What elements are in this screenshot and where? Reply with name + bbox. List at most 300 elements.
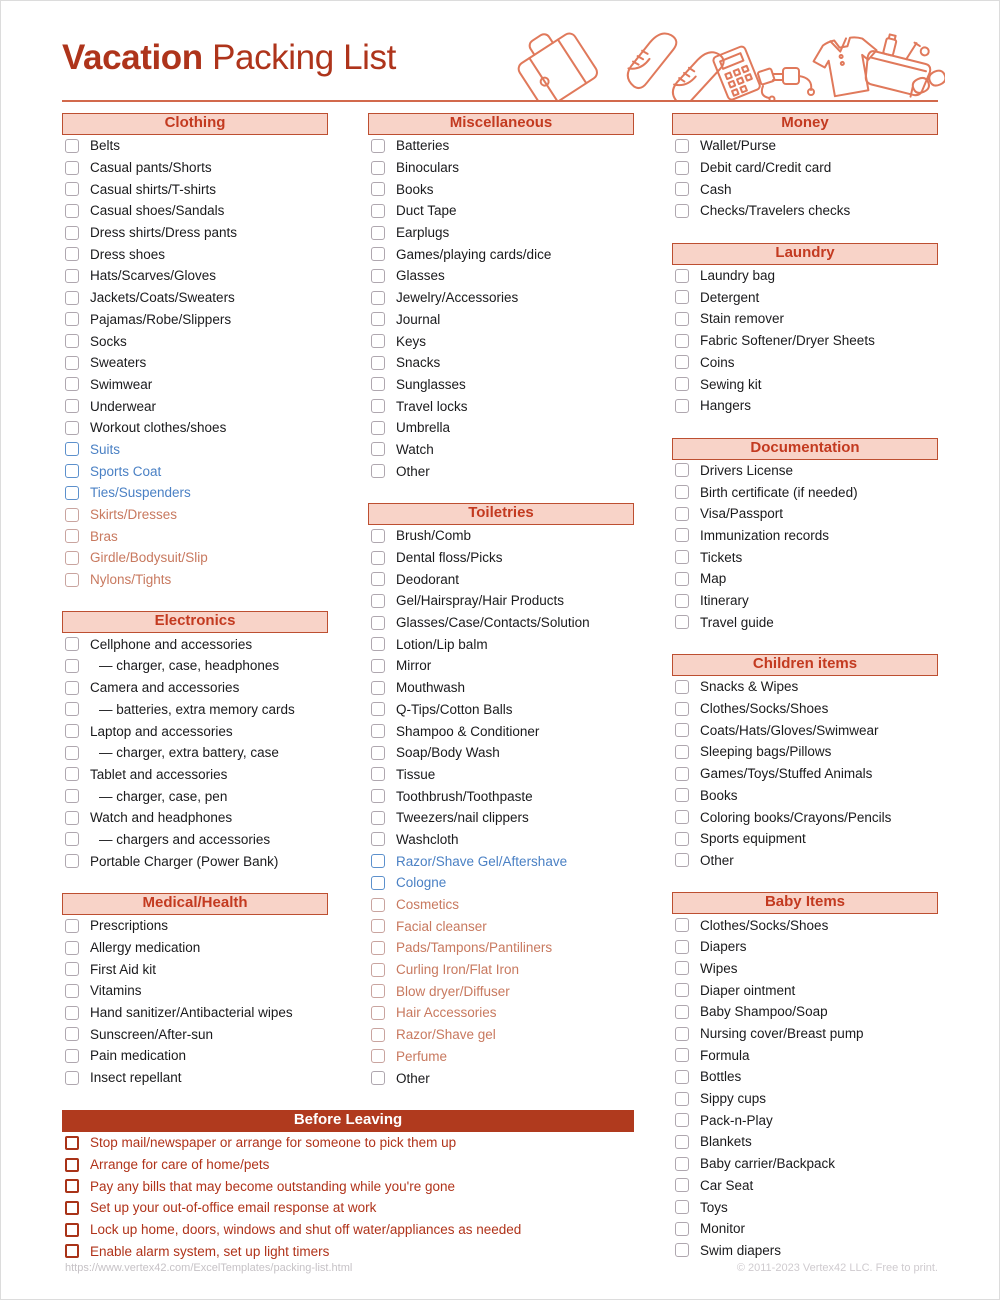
item-label: — chargers and accessories: [99, 831, 271, 847]
checklist-item: [368, 1046, 634, 1068]
item-label: Snacks: [396, 355, 441, 371]
checkbox[interactable]: [371, 421, 385, 435]
checkbox[interactable]: [675, 1157, 689, 1171]
item-label: Brush/Comb: [396, 528, 472, 544]
checkbox[interactable]: [371, 702, 385, 716]
item-label: Deodorant: [396, 571, 460, 587]
header-divider: [62, 100, 938, 102]
item-label: Earplugs: [396, 225, 450, 241]
checklist-item: [672, 373, 938, 395]
checklist-item: [62, 395, 328, 417]
checkbox[interactable]: [675, 399, 689, 413]
checkbox[interactable]: [65, 247, 79, 261]
checklist-item: [368, 417, 634, 439]
checkbox[interactable]: [675, 615, 689, 629]
section-baby-items: [672, 892, 938, 1261]
checkbox[interactable]: [65, 464, 79, 478]
checkbox[interactable]: [675, 723, 689, 737]
checklist-item: [62, 135, 328, 157]
checklist-item: [368, 243, 634, 265]
checklist-item: [672, 785, 938, 807]
checklist-item: [672, 741, 938, 763]
checklist-item: [62, 330, 328, 352]
checkbox[interactable]: [371, 1028, 385, 1042]
item-label: Razor/Shave gel: [396, 1027, 496, 1043]
checkbox[interactable]: [65, 139, 79, 153]
checklist-item: [368, 915, 634, 937]
checklist-item: [62, 352, 328, 374]
checkbox[interactable]: [675, 507, 689, 521]
checkbox[interactable]: [371, 637, 385, 651]
item-label: Curling Iron/Flat Iron: [396, 962, 520, 978]
item-label: Pay any bills that may become outstanding while you're gone: [90, 1178, 456, 1194]
item-label: Wipes: [700, 960, 738, 976]
checkbox[interactable]: [371, 356, 385, 370]
checklist-item: [672, 590, 938, 612]
checkbox[interactable]: [371, 659, 385, 673]
item-label: Pain medication: [90, 1048, 187, 1064]
footer-url: https://www.vertex42.com/ExcelTemplates/packing-list.html: [65, 1262, 353, 1274]
checkbox[interactable]: [675, 269, 689, 283]
checklist-item: [62, 1132, 634, 1154]
checkbox[interactable]: [371, 377, 385, 391]
checklist-item: [672, 1066, 938, 1088]
checkbox[interactable]: [65, 941, 79, 955]
checkbox[interactable]: [371, 1071, 385, 1085]
checklist-item: [368, 178, 634, 200]
checklist-item: [62, 460, 328, 482]
item-label: Other: [396, 1070, 430, 1086]
section-title-medical-health: Medical/Health: [62, 893, 328, 915]
checkbox[interactable]: [65, 637, 79, 651]
checklist-item: [368, 872, 634, 894]
section-children-items: [672, 654, 938, 871]
checklist-item: [672, 850, 938, 872]
section-before-leaving: [62, 1110, 634, 1262]
item-label: Games/Toys/Stuffed Animals: [700, 766, 873, 782]
checkbox[interactable]: [675, 355, 689, 369]
checkbox[interactable]: [675, 290, 689, 304]
section-title-miscellaneous: Miscellaneous: [368, 113, 634, 135]
item-label: Vitamins: [90, 983, 142, 999]
checkbox[interactable]: [65, 919, 79, 933]
item-label: Stain remover: [700, 311, 785, 327]
checkbox[interactable]: [675, 1222, 689, 1236]
checklist-item: [62, 764, 328, 786]
checkbox[interactable]: [675, 1178, 689, 1192]
travel-items-illustration: [505, 22, 945, 102]
item-label: Tickets: [700, 549, 743, 565]
item-label: Clothes/Socks/Shoes: [700, 701, 829, 717]
checklist-item: [368, 699, 634, 721]
checkbox[interactable]: [675, 745, 689, 759]
checkbox[interactable]: [65, 984, 79, 998]
checkbox[interactable]: [371, 334, 385, 348]
checkbox[interactable]: [65, 377, 79, 391]
checkbox[interactable]: [675, 139, 689, 153]
checklist-item: [62, 980, 328, 1002]
checkbox[interactable]: [371, 312, 385, 326]
item-label: Portable Charger (Power Bank): [90, 853, 279, 869]
checkbox[interactable]: [675, 204, 689, 218]
checklist-item: [672, 698, 938, 720]
item-label: Set up your out-of-office email response at work: [90, 1200, 377, 1216]
checkbox[interactable]: [675, 1200, 689, 1214]
checkbox[interactable]: [65, 573, 79, 587]
checkbox[interactable]: [675, 1243, 689, 1257]
checkbox[interactable]: [371, 464, 385, 478]
checkbox[interactable]: [65, 1158, 79, 1172]
item-label: Skirts/Dresses: [90, 507, 178, 523]
checklist-item: [672, 200, 938, 222]
checkbox[interactable]: [65, 1071, 79, 1085]
checkbox[interactable]: [65, 832, 79, 846]
checkbox[interactable]: [675, 832, 689, 846]
item-label: Tissue: [396, 766, 436, 782]
item-label: Hand sanitizer/Antibacterial wipes: [90, 1005, 293, 1021]
checkbox[interactable]: [371, 616, 385, 630]
checkbox[interactable]: [675, 312, 689, 326]
checkbox[interactable]: [371, 941, 385, 955]
checkbox[interactable]: [65, 962, 79, 976]
checkbox[interactable]: [675, 983, 689, 997]
checkbox[interactable]: [675, 463, 689, 477]
checkbox[interactable]: [371, 963, 385, 977]
checkbox[interactable]: [675, 853, 689, 867]
checklist-item: [62, 482, 328, 504]
section-money: [672, 113, 938, 222]
sneaker-icon: [619, 28, 685, 91]
section-title-toiletries: Toiletries: [368, 503, 634, 525]
checklist-item: [368, 633, 634, 655]
checkbox[interactable]: [371, 226, 385, 240]
item-label: Prescriptions: [90, 918, 169, 934]
item-label: Q-Tips/Cotton Balls: [396, 701, 513, 717]
checkbox[interactable]: [675, 810, 689, 824]
section-title-electronics: Electronics: [62, 611, 328, 633]
checklist-item: [62, 178, 328, 200]
checkbox[interactable]: [371, 161, 385, 175]
checkbox[interactable]: [371, 984, 385, 998]
checklist-item: [368, 309, 634, 331]
checklist-item: [672, 676, 938, 698]
checkbox[interactable]: [371, 139, 385, 153]
checkbox[interactable]: [675, 1113, 689, 1127]
column-left: [62, 113, 328, 1110]
item-label: Blow dryer/Diffuser: [396, 983, 510, 999]
item-label: Allergy medication: [90, 940, 201, 956]
checkbox[interactable]: [371, 572, 385, 586]
checkbox[interactable]: [65, 161, 79, 175]
title-packing-list: Packing List: [202, 38, 396, 77]
checkbox[interactable]: [675, 788, 689, 802]
checkbox[interactable]: [65, 1244, 79, 1258]
item-label: — charger, case, pen: [99, 788, 228, 804]
checklist-item: [62, 958, 328, 980]
item-label: Keys: [396, 333, 427, 349]
checkbox[interactable]: [65, 1223, 79, 1237]
checklist-item: [368, 460, 634, 482]
checklist-item: [368, 1002, 634, 1024]
item-label: Coins: [700, 354, 735, 370]
checkbox[interactable]: [65, 746, 79, 760]
checklist-item: [672, 568, 938, 590]
item-label: Toothbrush/Toothpaste: [396, 788, 533, 804]
item-label: Umbrella: [396, 420, 451, 436]
item-label: Sunglasses: [396, 376, 466, 392]
item-label: First Aid kit: [90, 961, 157, 977]
checkbox[interactable]: [65, 182, 79, 196]
column-middle: [368, 113, 634, 1110]
checkbox[interactable]: [371, 269, 385, 283]
checkbox[interactable]: [371, 204, 385, 218]
checklist-item: [62, 699, 328, 721]
checklist-item: [62, 569, 328, 591]
checklist-item: [672, 503, 938, 525]
checkbox[interactable]: [65, 1136, 79, 1150]
page-title: [62, 38, 396, 78]
checkbox[interactable]: [675, 1092, 689, 1106]
checklist-item: [368, 1024, 634, 1046]
checkbox[interactable]: [371, 746, 385, 760]
checkbox[interactable]: [371, 919, 385, 933]
checklist-item: [62, 157, 328, 179]
checkbox[interactable]: [371, 811, 385, 825]
checkbox[interactable]: [675, 528, 689, 542]
section-clothing: [62, 113, 328, 590]
item-label: Sunscreen/After-sun: [90, 1026, 214, 1042]
toiletry-bag-icon: [861, 31, 936, 98]
item-label: Cosmetics: [396, 897, 460, 913]
checkbox[interactable]: [65, 1006, 79, 1020]
checkbox[interactable]: [65, 1027, 79, 1041]
checklist-item: [368, 980, 634, 1002]
section-medical-health: [62, 893, 328, 1089]
checkbox[interactable]: [65, 226, 79, 240]
item-label: Snacks & Wipes: [700, 679, 799, 695]
item-label: Gel/Hairspray/Hair Products: [396, 593, 565, 609]
footer-copyright: © 2011-2023 Vertex42 LLC. Free to print.: [736, 1262, 938, 1274]
checklist-item: [62, 1197, 634, 1219]
checklist-item: [672, 157, 938, 179]
checkbox[interactable]: [371, 182, 385, 196]
item-label: Lock up home, doors, windows and shut off water/appliances as needed: [90, 1222, 522, 1238]
item-label: — charger, case, headphones: [99, 658, 280, 674]
item-label: Watch: [396, 441, 434, 457]
checkbox[interactable]: [675, 1027, 689, 1041]
item-label: Hangers: [700, 398, 752, 414]
checkbox[interactable]: [371, 399, 385, 413]
checkbox[interactable]: [371, 767, 385, 781]
checkbox[interactable]: [371, 1006, 385, 1020]
checkbox[interactable]: [65, 811, 79, 825]
checkbox[interactable]: [65, 442, 79, 456]
item-label: Visa/Passport: [700, 506, 784, 522]
section-laundry: [672, 243, 938, 417]
before-leaving-container: [62, 1110, 634, 1262]
item-label: Clothes/Socks/Shoes: [700, 917, 829, 933]
checkbox[interactable]: [675, 680, 689, 694]
checkbox[interactable]: [675, 918, 689, 932]
checkbox[interactable]: [675, 1048, 689, 1062]
checklist-item: [62, 547, 328, 569]
checklist-item: [62, 287, 328, 309]
checkbox[interactable]: [371, 291, 385, 305]
suitcase-icon: [509, 22, 600, 102]
section-title-laundry: Laundry: [672, 243, 938, 265]
checkbox[interactable]: [65, 1179, 79, 1193]
checklist-item: [672, 806, 938, 828]
item-label: Coloring books/Crayons/Pencils: [700, 809, 892, 825]
checkbox[interactable]: [65, 551, 79, 565]
section-title-before-leaving: Before Leaving: [62, 1110, 634, 1132]
checkbox[interactable]: [675, 702, 689, 716]
checkbox[interactable]: [675, 594, 689, 608]
checklist-item: [368, 374, 634, 396]
checklist-item: [62, 937, 328, 959]
checkbox[interactable]: [371, 529, 385, 543]
item-label: Drivers License: [700, 462, 794, 478]
checkbox[interactable]: [65, 1201, 79, 1215]
item-label: Nursing cover/Breast pump: [700, 1026, 864, 1042]
checklist-item: [368, 720, 634, 742]
checkbox[interactable]: [65, 291, 79, 305]
checklist-item: [672, 460, 938, 482]
checklist-item: [672, 958, 938, 980]
checkbox[interactable]: [65, 659, 79, 673]
checkbox[interactable]: [675, 1135, 689, 1149]
checklist-item: [62, 742, 328, 764]
checkbox[interactable]: [675, 572, 689, 586]
checkbox[interactable]: [371, 789, 385, 803]
checkbox[interactable]: [371, 551, 385, 565]
checkbox[interactable]: [65, 356, 79, 370]
checklist-item: [368, 850, 634, 872]
checklist-item: [62, 417, 328, 439]
checkbox[interactable]: [675, 377, 689, 391]
checklist-item: [672, 1023, 938, 1045]
item-label: Baby Shampoo/Soap: [700, 1004, 828, 1020]
checklist-item: [368, 352, 634, 374]
item-label: Birth certificate (if needed): [700, 484, 858, 500]
item-label: Glasses: [396, 268, 445, 284]
checkbox[interactable]: [675, 940, 689, 954]
checkbox[interactable]: [65, 399, 79, 413]
checkbox[interactable]: [675, 161, 689, 175]
checkbox[interactable]: [65, 312, 79, 326]
item-label: Toys: [700, 1199, 728, 1215]
checkbox[interactable]: [371, 832, 385, 846]
item-label: Glasses/Case/Contacts/Solution: [396, 615, 590, 631]
checklist-item: [368, 157, 634, 179]
checkbox[interactable]: [675, 961, 689, 975]
checklist-item: [62, 633, 328, 655]
checklist-item: [62, 829, 328, 851]
checkbox[interactable]: [371, 1049, 385, 1063]
checkbox[interactable]: [371, 681, 385, 695]
checkbox[interactable]: [65, 724, 79, 738]
checkbox[interactable]: [65, 789, 79, 803]
checkbox[interactable]: [675, 1070, 689, 1084]
checkbox[interactable]: [675, 182, 689, 196]
checkbox[interactable]: [675, 485, 689, 499]
checklist-item: [62, 1154, 634, 1176]
checkbox[interactable]: [371, 442, 385, 456]
item-label: Bottles: [700, 1069, 742, 1085]
checkbox[interactable]: [65, 702, 79, 716]
checklist-item: [672, 1001, 938, 1023]
checkbox[interactable]: [675, 550, 689, 564]
item-label: Enable alarm system, set up light timers: [90, 1243, 330, 1259]
checklist-item: [368, 200, 634, 222]
checkbox[interactable]: [65, 334, 79, 348]
checkbox[interactable]: [371, 876, 385, 890]
item-label: Dress shoes: [90, 246, 166, 262]
checklist-item: [672, 178, 938, 200]
checkbox[interactable]: [371, 898, 385, 912]
shirt-icon: [811, 34, 884, 99]
item-label: Sports Coat: [90, 463, 162, 479]
item-label: Watch and headphones: [90, 810, 233, 826]
checklist-item: [672, 1109, 938, 1131]
checklist-item: [62, 504, 328, 526]
checklist-item: [672, 352, 938, 374]
item-label: Tweezers/nail clippers: [396, 810, 529, 826]
checklist-item: [672, 1131, 938, 1153]
checkbox[interactable]: [65, 204, 79, 218]
item-label: Casual pants/Shorts: [90, 160, 212, 176]
checkbox[interactable]: [675, 334, 689, 348]
item-label: Other: [396, 463, 430, 479]
checkbox[interactable]: [65, 529, 79, 543]
checkbox[interactable]: [371, 854, 385, 868]
item-label: Girdle/Bodysuit/Slip: [90, 550, 208, 566]
checkbox[interactable]: [65, 681, 79, 695]
item-label: Swimwear: [90, 376, 153, 392]
checkbox[interactable]: [371, 594, 385, 608]
checkbox[interactable]: [371, 247, 385, 261]
checklist-item: [368, 764, 634, 786]
checkbox[interactable]: [65, 486, 79, 500]
checkbox[interactable]: [65, 767, 79, 781]
checkbox[interactable]: [675, 767, 689, 781]
item-label: Belts: [90, 138, 121, 154]
checklist-item: [62, 222, 328, 244]
item-label: Jewelry/Accessories: [396, 290, 519, 306]
checkbox[interactable]: [65, 854, 79, 868]
checklist-item: [672, 1088, 938, 1110]
item-label: Pads/Tampons/Pantiliners: [396, 940, 553, 956]
checkbox[interactable]: [65, 269, 79, 283]
checkbox[interactable]: [65, 1049, 79, 1063]
item-label: Cash: [700, 181, 732, 197]
checkbox[interactable]: [675, 1005, 689, 1019]
section-documentation: [672, 438, 938, 634]
checklist-item: [62, 1067, 328, 1089]
checklist-item: [62, 1023, 328, 1045]
checkbox[interactable]: [65, 421, 79, 435]
checklist-item: [62, 265, 328, 287]
item-label: Underwear: [90, 398, 157, 414]
checklist-item: [672, 719, 938, 741]
checklist-item: [368, 135, 634, 157]
checklist-item: [62, 807, 328, 829]
checkbox[interactable]: [65, 508, 79, 522]
checkbox[interactable]: [371, 724, 385, 738]
item-label: Duct Tape: [396, 203, 457, 219]
checklist-item: [368, 547, 634, 569]
item-label: Journal: [396, 311, 441, 327]
